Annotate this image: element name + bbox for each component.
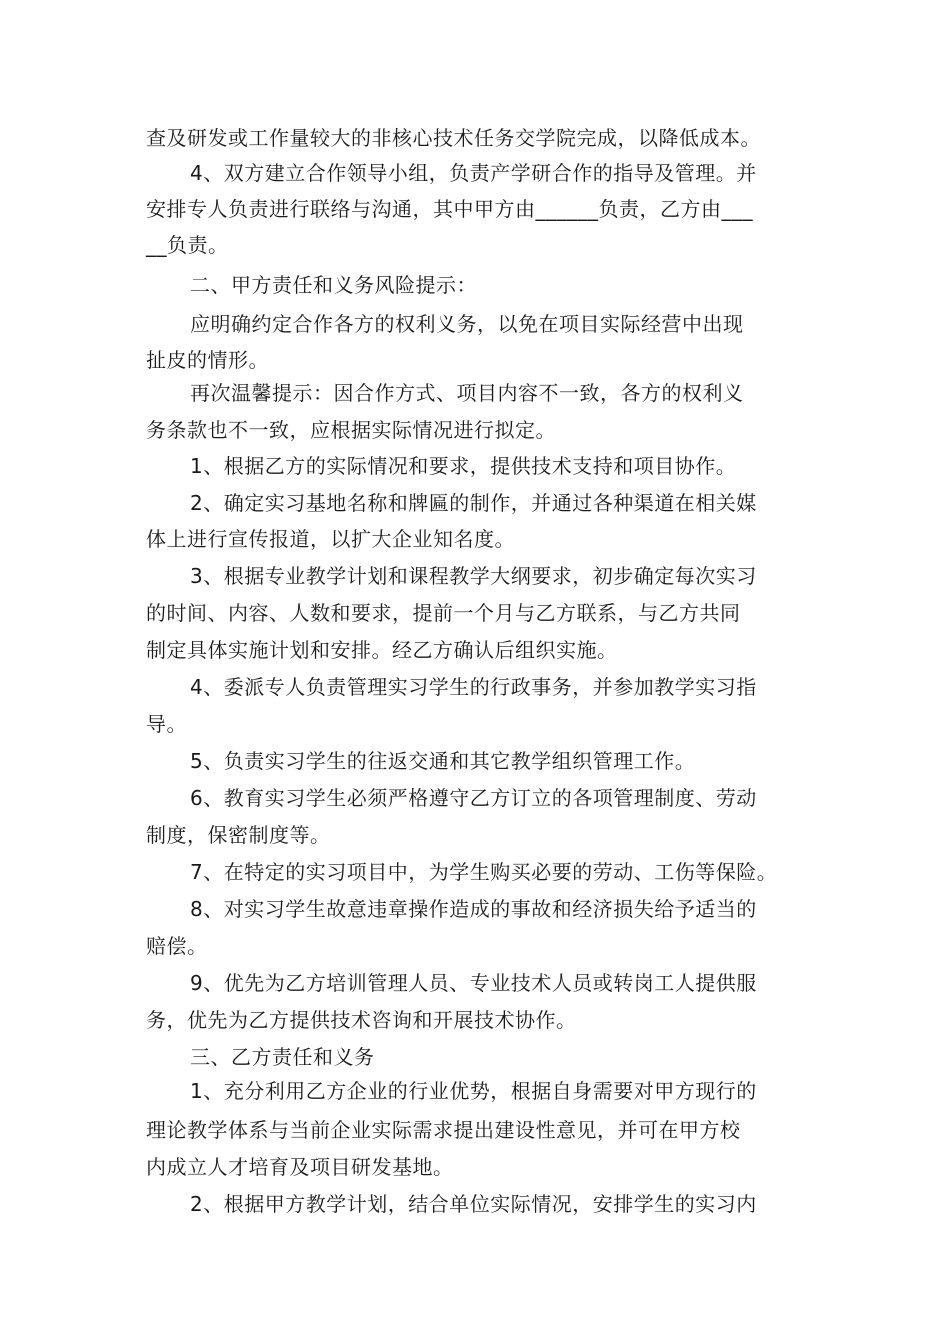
paragraph-line: 内成立人才培育及项目研发基地。 [146, 1155, 454, 1179]
paragraph-line: 安排专人负责进行联络与沟通，其中甲方由______负责，乙方由___ [146, 197, 753, 221]
paragraph-line: 赔偿。 [146, 934, 208, 958]
paragraph-line: 5、负责实习学生的往返交通和其它教学组织管理工作。 [190, 749, 696, 773]
section-heading: 二、甲方责任和义务风险提示： [190, 273, 477, 297]
paragraph-line: __负责。 [146, 233, 229, 257]
paragraph-line: 制度，保密制度等。 [146, 823, 331, 847]
paragraph-line: 查及研发或工作量较大的非核心技术任务交学院完成，以降低成本。 [146, 126, 761, 150]
paragraph-line: 应明确约定合作各方的权利义务，以免在项目实际经营中出现 [190, 312, 744, 336]
paragraph-line: 4、双方建立合作领导小组，负责产学研合作的指导及管理。并 [190, 161, 757, 185]
section-heading: 三、乙方责任和义务 [190, 1045, 375, 1069]
paragraph-line: 3、根据专业教学计划和课程教学大纲要求，初步确定每次实习 [190, 564, 757, 588]
paragraph-line: 9、优先为乙方培训管理人员、专业技术人员或转岗工人提供服 [190, 971, 757, 995]
paragraph-line: 1、充分利用乙方企业的行业优势，根据自身需要对甲方现行的 [190, 1079, 757, 1103]
paragraph-line: 的时间、内容、人数和要求，提前一个月与乙方联系，与乙方共同 [146, 601, 741, 625]
paragraph-line: 8、对实习学生故意违章操作造成的事故和经济损失给予适当的 [190, 897, 757, 921]
paragraph-line: 制定具体实施计划和安排。经乙方确认后组织实施。 [146, 638, 618, 662]
paragraph-line: 体上进行宣传报道，以扩大企业知名度。 [146, 527, 515, 551]
paragraph-line: 务条款也不一致，应根据实际情况进行拟定。 [146, 418, 556, 442]
paragraph-line: 务，优先为乙方提供技术咨询和开展技术协作。 [146, 1008, 577, 1032]
paragraph-line: 2、确定实习基地名称和牌匾的制作，并通过各种渠道在相关媒 [190, 491, 757, 515]
paragraph-line: 1、根据乙方的实际情况和要求，提供技术支持和项目协作。 [190, 454, 737, 478]
paragraph-line: 4、委派专人负责管理实习学生的行政事务，并参加教学实习指 [190, 675, 757, 699]
paragraph-line: 7、在特定的实习项目中，为学生购买必要的劳动、工伤等保险。 [190, 860, 778, 884]
paragraph-line: 扯皮的情形。 [146, 348, 269, 372]
paragraph-line: 理论教学体系与当前企业实际需求提出建设性意见，并可在甲方校 [146, 1118, 741, 1142]
paragraph-line: 再次温馨提示：因合作方式、项目内容不一致，各方的权利义 [190, 381, 744, 405]
paragraph-line: 2、根据甲方教学计划，结合单位实际情况，安排学生的实习内 [190, 1192, 757, 1216]
paragraph-line: 6、教育实习学生必须严格遵守乙方订立的各项管理制度、劳动 [190, 786, 757, 810]
paragraph-line: 导。 [146, 712, 187, 736]
